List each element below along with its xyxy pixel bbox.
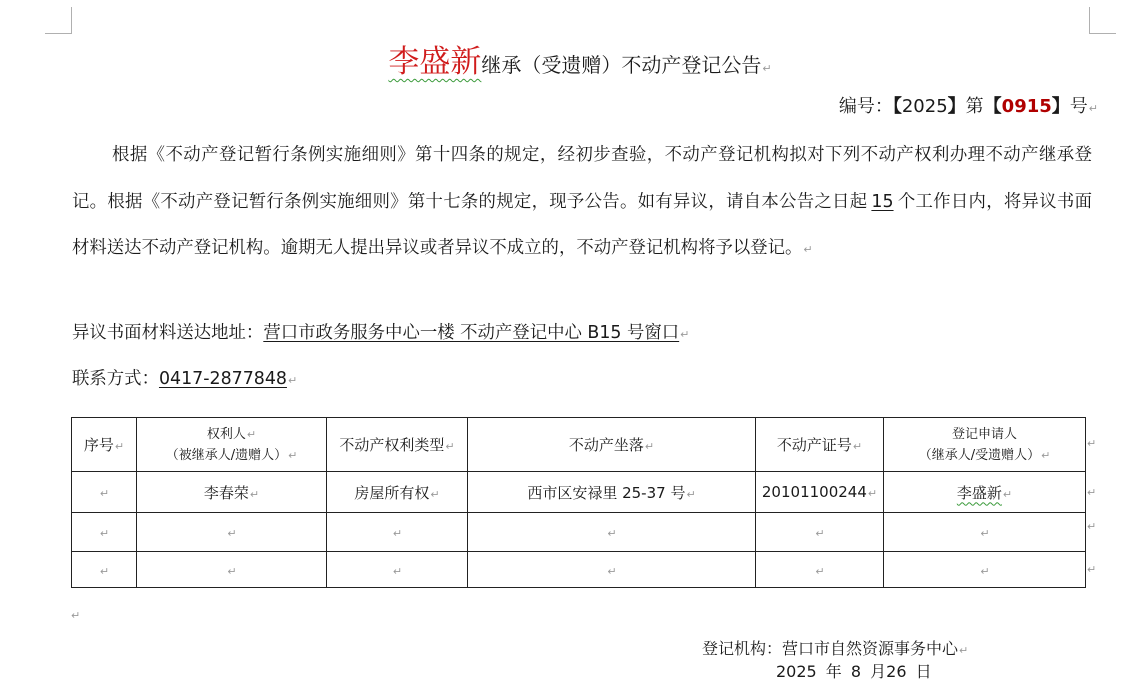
paragraph-mark-icon: ↵ (71, 609, 81, 622)
objection-address: 异议书面材料送达地址：营口市政务服务中心一楼 不动产登记中心 B15 号窗口↵ (72, 323, 690, 343)
title-rest: 继承（受遗赠）不动产登记公告 (481, 53, 762, 77)
objection-days: 15 (871, 191, 894, 212)
table-row-empty: ↵ ↵ ↵ ↵ ↵ ↵ (72, 513, 1086, 552)
doc-year: 2025 (901, 96, 948, 117)
table-row-empty: ↵ ↵ ↵ ↵ ↵ ↵ (72, 552, 1086, 588)
paragraph-mark-icon: ↵ (762, 62, 772, 75)
row-end-mark-icon: ↵ (1087, 563, 1097, 576)
contact-info: 联系方式：0417-2877848↵ (72, 369, 298, 389)
cell-holder: 李春荣↵ (137, 472, 327, 513)
paragraph-mark-icon: ↵ (1088, 102, 1098, 115)
contact-phone: 0417-2877848 (158, 369, 287, 389)
row-end-mark-icon: ↵ (1087, 486, 1097, 499)
row-end-mark-icon: ↵ (1087, 520, 1097, 533)
notice-date: 2025 年 8 月26 日 (776, 662, 932, 681)
paragraph-mark-icon: ↵ (287, 374, 298, 387)
doc-number-value: 0915 (1001, 96, 1052, 117)
cell-seq: ↵ (72, 472, 137, 513)
table-header-row (72, 418, 1086, 472)
header-right-type: 不动产权利类型↵ (327, 418, 468, 472)
cell-right-type: 房屋所有权↵ (327, 472, 468, 513)
title-name: 李盛新 (388, 44, 482, 80)
registration-org: 登记机构：营口市自然资源事务中心↵ (702, 639, 969, 658)
header-seq: 序号↵ (72, 418, 137, 472)
crop-mark-top-right (1089, 7, 1116, 34)
row-end-mark-icon: ↵ (1087, 437, 1097, 450)
cell-applicant: 李盛新↵ (884, 472, 1086, 513)
cell-cert-no: 20101100244↵ (756, 472, 884, 513)
header-location: 不动产坐落↵ (468, 418, 756, 472)
paragraph-mark-icon: ↵ (680, 328, 690, 341)
table-row (72, 472, 1086, 513)
document-number: 编号：【2025】第【0915】号↵ (838, 96, 1098, 117)
header-holder: 权利人↵ （被继承人/遗赠人）↵ (137, 418, 327, 472)
paragraph-mark-icon: ↵ (959, 644, 969, 657)
crop-mark-top-left (45, 7, 72, 34)
cell-location: 西市区安禄里 25-37 号↵ (468, 472, 756, 513)
paragraph-mark-icon: ↵ (803, 243, 813, 256)
address-value: 营口市政务服务中心一楼 不动产登记中心 B15 号窗口 (263, 323, 680, 343)
notice-body: 根据《不动产登记暂行条例实施细则》第十四条的规定，经初步查验，不动产登记机构拟对下列不动产权利办理不动产继承登记。根据《不动产登记暂行条例实施细则》第十七条的规定，现予公告。如有异议，请自本公告之日起 15 个工作日内，将异议书面材料送达不动产登记机构。逾期无人提出异议或者异议不成立的，不动产登记机构将予以登记。↵ (72, 145, 1092, 258)
header-applicant: 登记申请人 （继承人/受遗赠人）↵ (884, 418, 1086, 472)
header-cert-no: 不动产证号↵ (756, 418, 884, 472)
registration-table (71, 417, 1086, 588)
notice-title (0, 36, 1140, 81)
